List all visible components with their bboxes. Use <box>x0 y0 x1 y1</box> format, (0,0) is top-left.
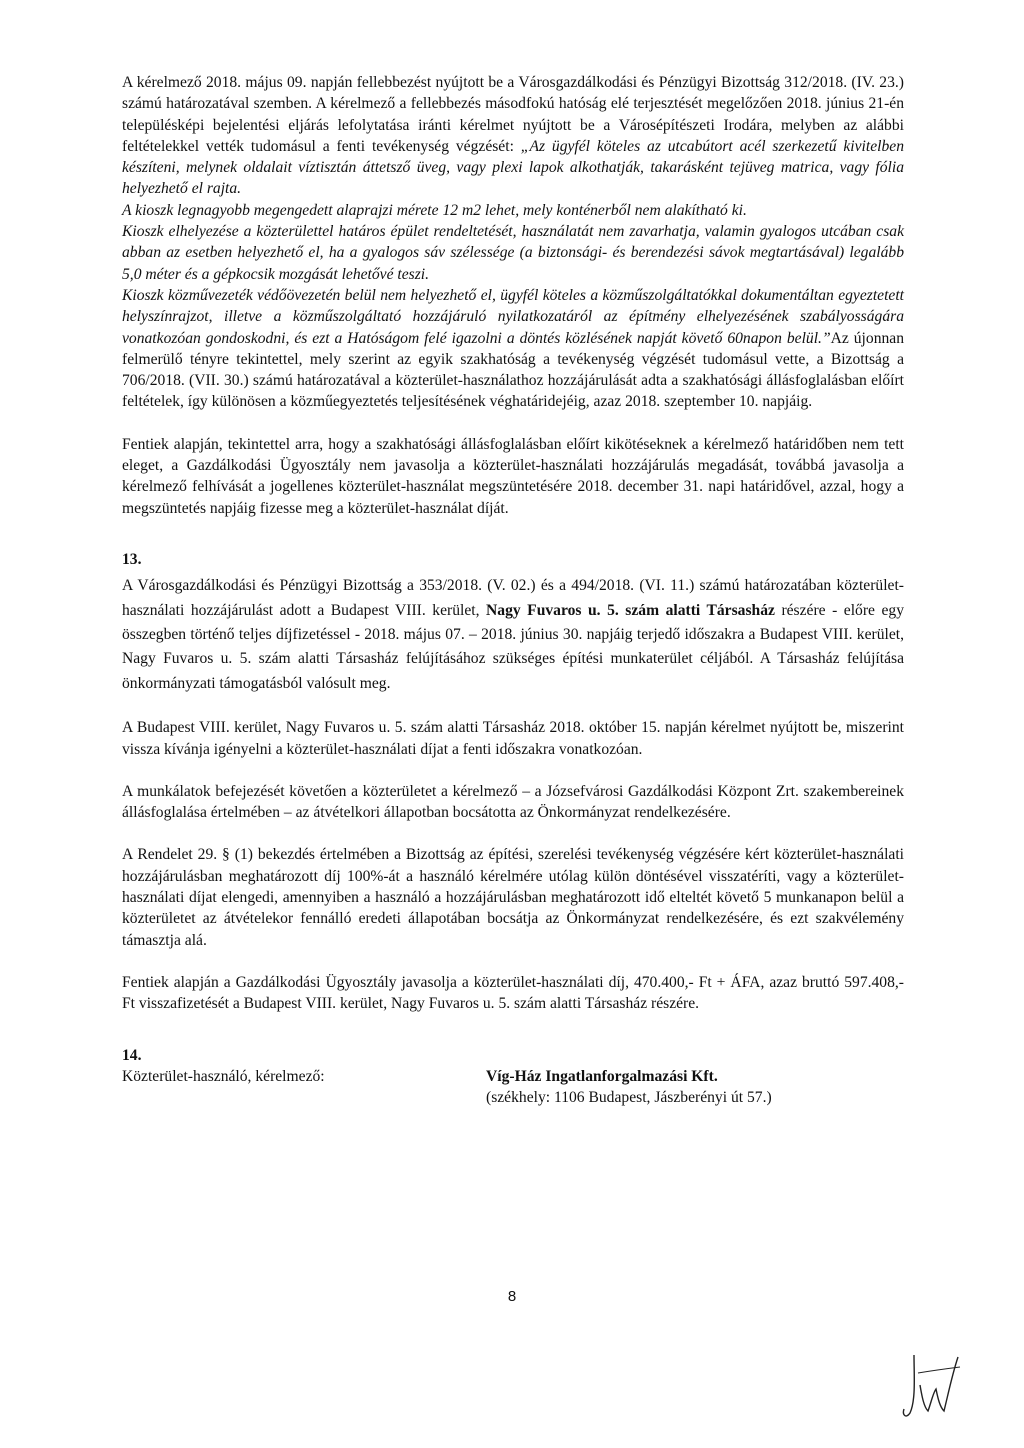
permit-text-b: részére - előre egy összegben történő teljes díjfizetéssel - 2018. május 07. – 2018. június 30. napjáig terjedő időszakra a Budapest VIII. kerület, Nagy Fuvaros u. 5. szám alatti Társasház felújításához szükséges építési munkaterület céljából. A Társasház felújítása önkormányzati támogatásból valósult meg. <box>122 601 905 692</box>
paragraph-13-permit <box>122 574 904 696</box>
section-number-14: 14. <box>122 1046 142 1064</box>
paragraph-13-handover: A munkálatok befejezését követően a közterületet a kérelmező – a Józsefvárosi Gazdálkodási Központ Zrt. szakembereinek állásfoglalása értelmében – az átvételkori állapotban bocsátotta az Önkormányzat rendelkezésére. <box>122 782 904 822</box>
appeal-text: A kérelmező 2018. május 09. napján fellebbezést nyújtott be a Városgazdálkodási és Pénzügyi Bizottság 312/2018. (IV. 23.) számú határozatával szemben. A kérelmező a fellebbezés másodfokú hatóság elé terjesztését megelőzően 2018. június 21-én településképi bejelentési eljárás lefolytatása iránti kérelmet nyújtott be a Városépítészeti Irodára, melyben az alábbi feltételekkel vették tudomásul a fenti tevékenység végzését: <box>122 74 904 155</box>
applicant-company: Víg-Ház Ingatlanforgalmazási Kft. <box>486 1067 718 1085</box>
applicant-row <box>122 1066 904 1109</box>
page-number: 8 <box>507 1288 517 1305</box>
paragraph-appeal <box>122 72 904 200</box>
condition-quote-1: „Az ügyfél köteles az utcabútort acél szerkezetű kivitelben készíteni, melynek oldalait víztisztán áttetsző üveg, vagy plexi lapok alkothatják, takarásként tejüveg matrica, vagy fólia helyezhető el rajta. <box>122 137 904 198</box>
applicant-seat: (székhely: 1106 Budapest, Jászberényi út 57.) <box>486 1089 772 1107</box>
signature-initials <box>900 1345 970 1425</box>
paragraph-proposal-12: Fentiek alapján, tekintettel arra, hogy a szakhatósági állásfoglalásban előírt kikötéseknek a kérelmező határidőben nem tett eleget, a Gazdálkodási Ügyosztály nem javasolja a közterület-használati hozzájárulás megadását, továbbá javasolja a kérelmező felhívását a jogellenes közterület-használat megszüntetésére 2018. december 31. napi határidővel, azzal, hogy a megszüntetés napjáig fizesse meg a közterület-használat díját. <box>122 435 904 517</box>
condition-quote-4: Kioszk közművezeték védőövezetén belül nem helyezhető el, ügyfél köteles a közműszolgáltatókkal dokumentáltan egyeztetett helyszínrajzot, illetve a közműszolgáltató hozzájáruló nyilatkozatáról az építmény elhelyezésének szabályosságára vonatkozóan gondoskodni, és ezt a Hatóságom felé igazolni a döntés közlésének napját követő 60napon belül.” <box>122 286 904 347</box>
document-body <box>122 72 904 1108</box>
decision-text: Az újonnan felmerülő tényre tekintettel, mely szerint az egyik szakhatóság a tevékenység végzését tudomásul vette, a Bizottság a 706/2018. (VII. 30.) számú határozatával a közterület-használathoz hozzájárulását adta a szakhatósági állásfoglalásban előírt feltételek, így különösen a közműegyeztetés teljesítésének véghatáridejéig, azaz 2018. szeptember 10. napjáig. <box>122 329 905 411</box>
permit-address: Nagy Fuvaros u. 5. szám alatti Társasház <box>486 601 775 619</box>
paragraph-13-proposal: Fentiek alapján a Gazdálkodási Ügyosztály javasolja a közterület-használati díj, 470.400,- Ft + ÁFA, azaz bruttó 597.408,- Ft visszafizetését a Budapest VIII. kerület, Nagy Fuvaros u. 5. szám alatti Társasház részére. <box>122 973 904 1013</box>
applicant-details <box>486 1066 904 1109</box>
condition-quote-3: Kioszk elhelyezése a közterülettel határos épület rendeltetését, használatát nem zavarhatja, valamin gyalogos utcában csak abban az esetben helyezhető el, ha a gyalogos sáv szélessége (a biztonsági- és berendezési sávok megtartásával) legalább 5,0 méter és a gépkocsik mozgását lehetővé teszi. <box>122 223 904 283</box>
paragraph-13-request: A Budapest VIII. kerület, Nagy Fuvaros u. 5. szám alatti Társasház 2018. október 15. napján kérelmet nyújtott be, miszerint vissza kívánja igényelni a közterület-használati díjat a fenti időszakra vonatkozóan. <box>122 719 904 758</box>
permit-text-a: A Városgazdálkodási és Pénzügyi Bizottság a 353/2018. (V. 02.) és a 494/2018. (VI. 11.) számú határozatában közterület-használati hozzájárulást adott a Budapest VIII. kerület, <box>122 577 904 619</box>
paragraph-13-regulation: A Rendelet 29. § (1) bekezdés értelmében a Bizottság az építési, szerelési tevékenység végzésére kért közterület-használati hozzájárulásban meghatározott díj 100%-át a használó kérelmére utólag külön döntésével visszatéríti, vagy a közterület-használati díjat elengedi, amennyiben a használó a hozzájárulásban meghatározott idő elteltét követő 5 munkanapon belül a közterületet az átvételekor fennálló eredeti állapotában bocsátja az Önkormányzat rendelkezésére, és ezt szakvélemény támasztja alá. <box>122 846 904 949</box>
paragraph-condition-4 <box>122 285 904 413</box>
condition-quote-2: A kioszk legnagyobb megengedett alaprajzi mérete 12 m2 lehet, mely konténerből nem alakítható ki. <box>122 201 747 219</box>
section-number-13: 13. <box>122 550 142 568</box>
applicant-label: Közterület-használó, kérelmező: <box>122 1067 325 1085</box>
